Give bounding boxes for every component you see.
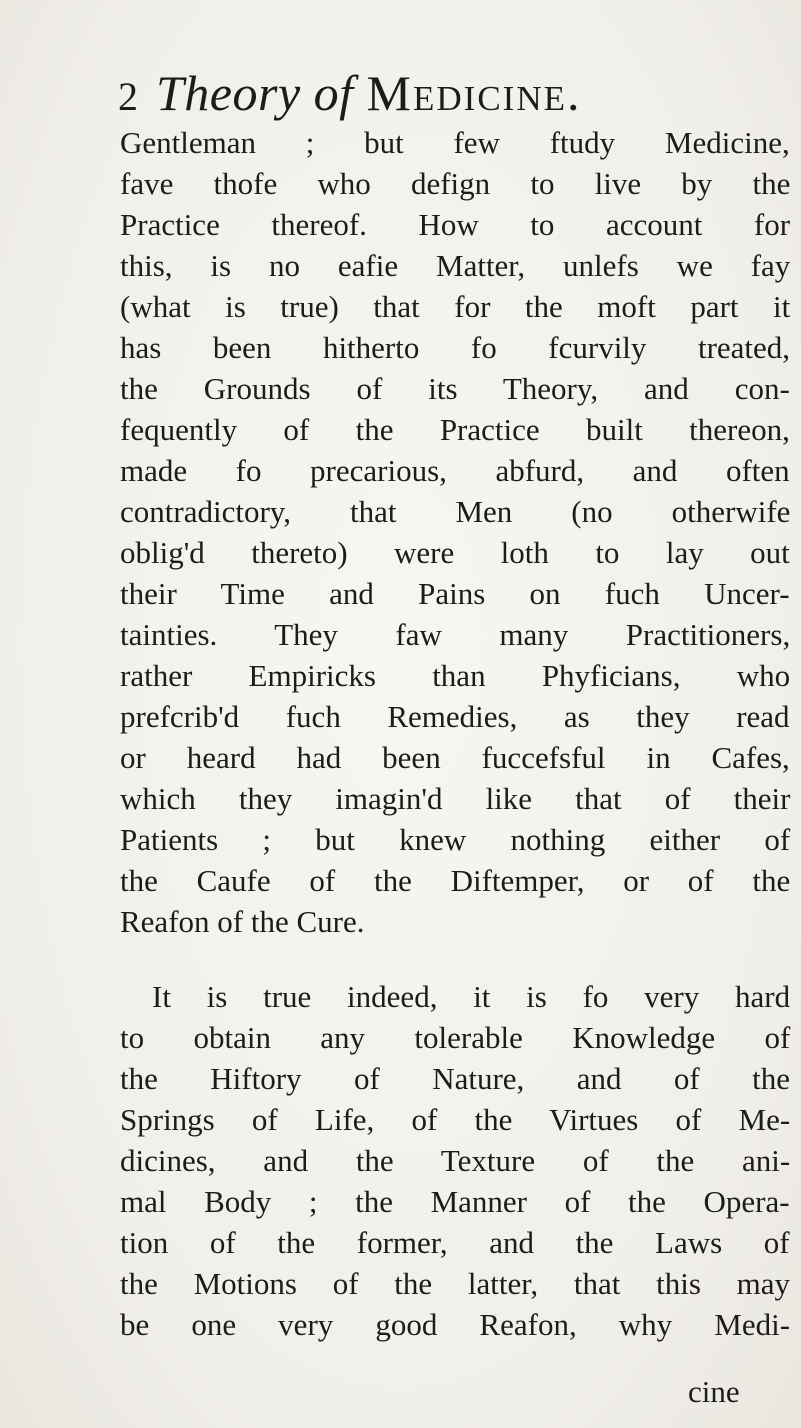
text-line: rather Empiricks than Phyficians, who xyxy=(120,658,791,693)
text-line: Practice thereof. How to account for xyxy=(120,207,791,242)
text-line: the Hiftory of Nature, and of the xyxy=(120,1061,791,1096)
page-header xyxy=(118,64,581,124)
text-line: contradictory, that Men (no otherwife xyxy=(120,494,791,529)
text-line: fave thofe who defign to live by the xyxy=(120,166,791,201)
text-line: the Grounds of its Theory, and con- xyxy=(120,371,790,406)
text-line: which they imagin'd like that of their xyxy=(120,781,791,816)
text-line: tion of the former, and the Laws of xyxy=(120,1225,790,1260)
text-line: prefcrib'd fuch Remedies, as they read xyxy=(120,699,790,734)
text-line: It is true indeed, it is fo very hard xyxy=(152,979,791,1014)
text-line: has been hitherto fo fcurvily treated, xyxy=(120,330,791,365)
text-line: the Motions of the latter, that this may xyxy=(120,1266,791,1301)
running-head-italic: Theory of xyxy=(156,65,354,121)
text-line: dicines, and the Texture of the ani- xyxy=(120,1143,791,1178)
text-line: mal Body ; the Manner of the Opera- xyxy=(120,1184,790,1219)
text-line: or heard had been fuccefsful in Cafes, xyxy=(120,740,790,775)
text-line: fequently of the Practice built thereon, xyxy=(120,412,790,447)
text-line: this, is no eafie Matter, unlefs we fay xyxy=(120,248,791,283)
text-line: to obtain any tolerable Knowledge of xyxy=(120,1020,791,1055)
text-line: their Time and Pains on fuch Uncer- xyxy=(120,576,790,611)
text-line: the Caufe of the Diftemper, or of the xyxy=(120,863,791,898)
text-line: Patients ; but knew nothing either of xyxy=(120,822,791,857)
text-line: tainties. They faw many Practitioners, xyxy=(120,617,791,652)
running-head xyxy=(156,64,581,122)
catchword: cine xyxy=(688,1374,740,1409)
text-line: Springs of Life, of the Virtues of Me- xyxy=(120,1102,791,1137)
text-line: oblig'd thereto) were loth to lay out xyxy=(120,535,790,570)
text-line: made fo precarious, abfurd, and often xyxy=(120,453,790,488)
text-line: (what is true) that for the moft part it xyxy=(120,289,791,324)
text-line: Reafon of the Cure. xyxy=(120,904,365,939)
running-head-caps: Medicine. xyxy=(366,65,582,121)
text-line: be one very good Reafon, why Medi- xyxy=(120,1307,791,1342)
text-line: Gentleman ; but few ftudy Medicine, xyxy=(120,125,790,160)
page-number: 2 xyxy=(118,74,138,119)
